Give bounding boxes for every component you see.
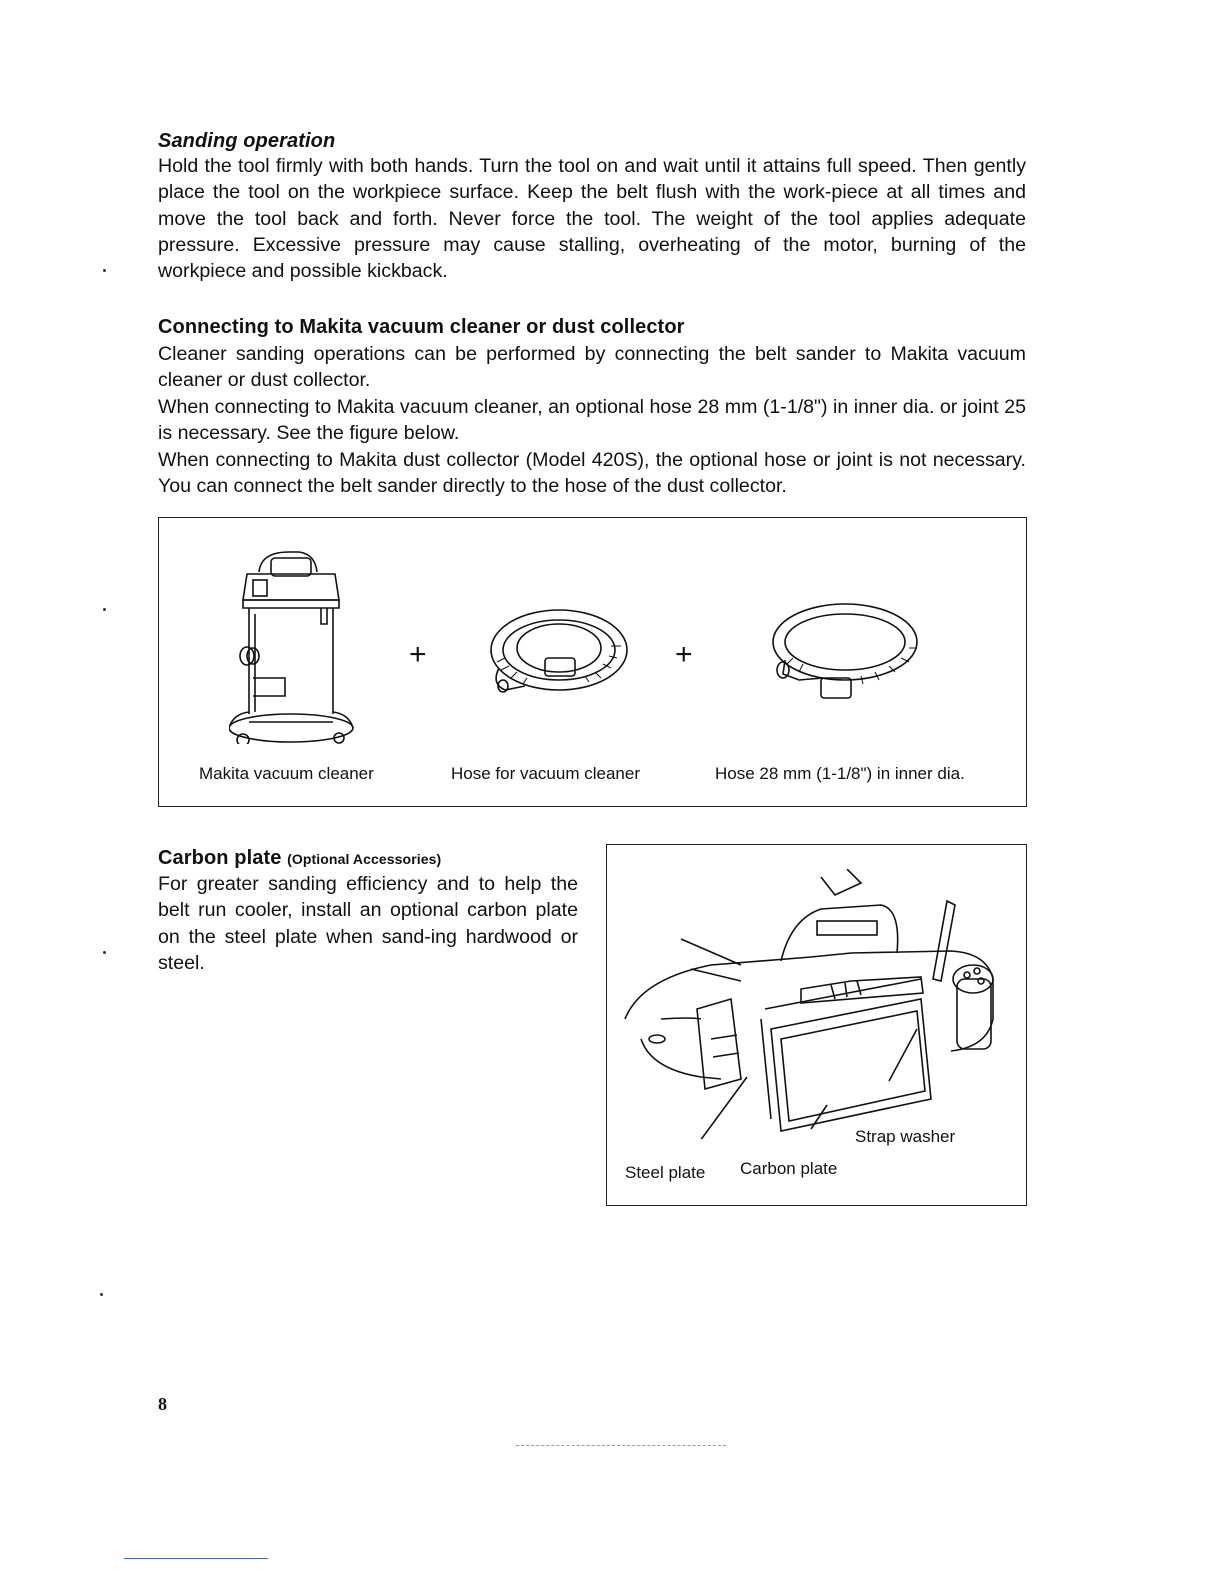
page-number: 8 [158, 1394, 167, 1414]
figure-vacuum-box [158, 517, 1027, 807]
carbon-body: For greater sanding efficiency and to help the belt run cooler, install an optional carbon plate on the steel plate when sand-ing hardwood or steel. [158, 873, 578, 974]
scan-artifact-dashes [516, 1445, 726, 1446]
connecting-heading: Connecting to Makita vacuum cleaner or dust collector [158, 316, 685, 338]
label-strap-washer: Strap washer [855, 1127, 956, 1146]
caption-vacuum-cleaner: Makita vacuum cleaner [199, 764, 374, 783]
scan-speck [103, 608, 106, 611]
scan-speck [103, 951, 106, 954]
scan-edge-line [124, 1558, 268, 1559]
label-carbon-plate: Carbon plate [740, 1159, 838, 1178]
carbon-heading-note: (Optional Accessories) [287, 851, 442, 867]
caption-hose-vacuum: Hose for vacuum cleaner [451, 764, 640, 783]
sanding-body: Hold the tool firmly with both hands. Turn the tool on and wait until it attains full speed. Then gently place the tool on the workpiece surface. Keep the belt flush with the work-piece at all times and move the tool back and forth. Never force the tool. The weight of the tool applies adequate pressure. Excessive pressure may cause stalling, overheating of the motor, burning of the workpiece and possible kickback. [158, 155, 1026, 283]
hose-28mm-illustration [763, 596, 923, 706]
connecting-para-1: Cleaner sanding operations can be performed by connecting the belt sander to Makita vacuum cleaner or dust collector. [158, 343, 1026, 392]
scan-speck [103, 269, 106, 272]
belt-sander-illustration [621, 869, 1013, 1139]
sanding-heading: Sanding operation [158, 130, 336, 152]
plus-sign-2: + [675, 638, 693, 671]
connecting-para-2: When connecting to Makita vacuum cleaner, an optional hose 28 mm (1-1/8") in inner dia. or joint 25 is necessary. See the figure below. [158, 396, 1026, 445]
plus-sign-1: + [409, 638, 427, 671]
scan-speck [100, 1293, 103, 1296]
vacuum-cleaner-illustration [229, 544, 369, 744]
connecting-para-3: When connecting to Makita dust collector (Model 420S), the optional hose or joint is not necessary. You can connect the belt sander directly to the hose of the dust collector. [158, 449, 1026, 498]
carbon-heading: Carbon plate (Optional Accessories) [158, 847, 442, 869]
label-steel-plate: Steel plate [625, 1163, 706, 1182]
hose-vacuum-illustration [485, 606, 633, 702]
figure-carbon-box [606, 844, 1027, 1206]
caption-hose-28mm: Hose 28 mm (1-1/8") in inner dia. [715, 764, 965, 783]
